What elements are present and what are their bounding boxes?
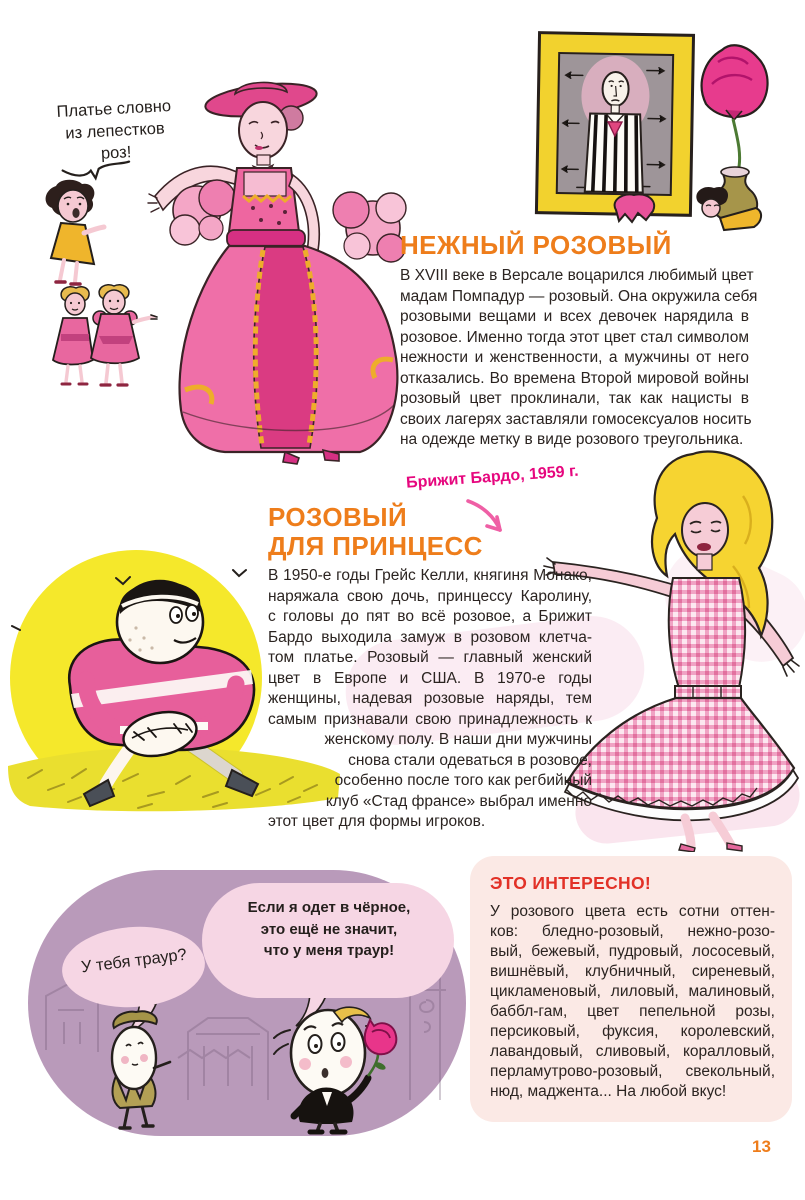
pink-rose — [702, 45, 768, 172]
speech-bubble-text: У тебя траур? — [80, 945, 188, 977]
picture-frame — [536, 33, 693, 216]
section-body — [400, 266, 758, 451]
body-line: отказались. Во времена Второй мировой войны — [400, 369, 749, 387]
speech-line: Если я одет в чёрное, — [247, 899, 411, 916]
heading-line: ДЛЯ ПРИНЦЕСС — [268, 531, 483, 561]
fact-line: нюд, маджента... На любой вкус! — [490, 1083, 727, 1100]
fact-line: вый, бежевый, пудровый, лососевый, — [490, 943, 775, 960]
body-line: этот цвет для формы игроков. — [268, 813, 486, 830]
fact-line: ков: бледно-розовый, нежно-розо- — [490, 923, 775, 940]
fact-box — [470, 856, 792, 1122]
fact-line: цикламеновый, лиловый, малиновый, — [490, 983, 775, 1000]
fact-line: баббл-гам, цвет пепельной розы, — [490, 1003, 775, 1020]
body-line: женщины, надевая розовые наряды, тем — [268, 690, 592, 707]
body-line: наряжала свою дочь, принцессу Каролину, — [268, 587, 592, 605]
fact-line: У розового цвета есть сотни оттен- — [490, 903, 775, 920]
fact-box-body — [490, 902, 775, 1102]
body-line: том платье. Розовый — главный женский — [268, 649, 592, 666]
speech-note — [24, 93, 205, 168]
body-line: цвет в Европе и США. В 1970-е годы — [268, 669, 592, 687]
body-line: В XVIII веке в Версале воцарился любимый цвет — [400, 267, 754, 284]
speech-line: это ещё не значит, — [260, 920, 398, 938]
fallen-petals — [615, 194, 655, 222]
bardot-caption: Брижит Бардо, 1959 г. — [405, 462, 580, 492]
body-line: розовыми вещами и всех девочек нарядила в — [400, 308, 749, 325]
body-line: женскому полу. В наши дни мужчины — [324, 731, 592, 748]
section-heading — [268, 503, 592, 561]
body-line: на одежде метку в виде розового треугольника. — [400, 431, 744, 448]
body-line: своих лагерях заставляли гомосексуалов носить — [400, 410, 752, 428]
section-body — [268, 566, 592, 833]
body-line: Бардо выходила замуж в розовом клетча- — [268, 628, 592, 646]
body-line: нежности и женственности, а мужчины от него — [400, 349, 749, 366]
body-line: розовый цвет проклинали, так как нацисты в — [400, 390, 749, 407]
body-line: снова стали одеваться в розовое, — [348, 751, 592, 769]
fact-line: перламутрово-розовый, свекольный, — [490, 1063, 775, 1080]
section-pink-for-princesses — [268, 503, 592, 833]
body-line: клуб «Стад франсе» выбрал именно — [325, 792, 592, 810]
sleeve-ruffle — [333, 192, 406, 262]
speech-line: что у меня траур! — [263, 942, 395, 959]
comic-panel — [28, 870, 466, 1136]
fact-line: персиковый, фуксия, королевский, — [490, 1023, 775, 1040]
speech-bubble-text — [223, 897, 435, 962]
fact-line: вишнёвый, клубничный, сиреневый, — [490, 963, 775, 980]
speech-note-line: Платье словно — [56, 97, 172, 122]
speech-note-line: роз! — [100, 143, 132, 163]
egg-character-mourner — [112, 1011, 170, 1128]
page-number: 13 — [752, 1137, 771, 1156]
body-line: особенно после того как регбийный — [334, 772, 592, 789]
section-heading: НЕЖНЫЙ РОЗОВЫЙ — [400, 230, 672, 260]
body-line: розовое. Именно тогда этот цвет стал символом — [400, 328, 749, 346]
section-tender-pink — [400, 230, 758, 451]
fact-line: лавандовый, сливовый, коралловый, — [490, 1043, 775, 1060]
body-line: мадам Помпадур — розовый. Она окружила себя — [400, 287, 758, 305]
girl-yellow-dress-illustration — [34, 178, 116, 290]
body-line: с головы до пят во всё розовое, а Брижит — [268, 608, 592, 625]
body-line: самым признавали свою принадлежность к — [268, 710, 592, 728]
fact-box-heading: ЭТО ИНТЕРЕСНО! — [490, 873, 652, 893]
memorial-frame-illustration — [526, 22, 798, 257]
girls-pink-dresses-illustration — [48, 282, 158, 417]
body-line: В 1950-е годы Грейс Келли, княгиня Монако, — [268, 567, 592, 584]
speech-note-line: из лепестков — [64, 119, 166, 143]
heading-line: РОЗОВЫЙ — [268, 502, 408, 532]
